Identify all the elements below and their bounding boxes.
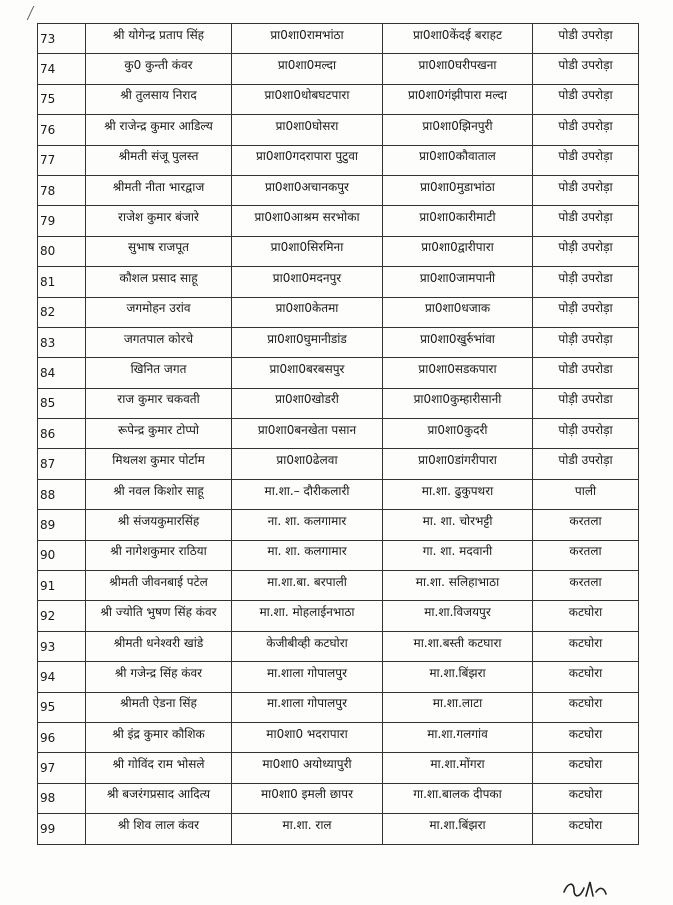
new-school-cell-text: गा. शा. मदवानी [422,544,493,559]
current-school-cell [232,601,383,631]
teacher-name-cell-text: सुभाष राजपूत [128,240,189,255]
serial-number-cell: 74 [38,54,86,84]
new-school-cell [383,510,533,540]
block-cell-text: करतला [569,544,602,559]
table-row [38,479,639,509]
current-school-cell [232,54,383,84]
current-school-cell [232,206,383,236]
serial-number-cell: 94 [38,662,86,692]
current-school-cell-text: प्रा0शा0घोसरा [275,118,339,133]
current-school-cell-text: प्रा0शा0रामभांठा [270,27,344,42]
block-cell-text: कटघोरा [568,787,603,802]
serial-number-cell: 89 [38,510,86,540]
new-school-cell [383,358,533,388]
current-school-cell [232,145,383,175]
serial-number-cell: 80 [38,236,86,266]
current-school-cell [232,753,383,783]
block-cell [533,510,639,540]
block-cell [533,783,639,813]
block-cell [533,388,639,418]
current-school-cell [232,692,383,722]
table-row [38,297,639,327]
serial-number-cell: 82 [38,297,86,327]
table-row [38,175,639,205]
current-school-cell [232,267,383,297]
current-school-cell-text: प्रा0शा0मल्दा [277,58,337,73]
block-cell-text: पोड़ी उपरोड़ा [558,422,613,437]
block-cell-text: पोडी उपरोडा [558,361,613,376]
serial-number-cell: 77 [38,145,86,175]
serial-number-cell: 73 [38,24,86,54]
teacher-name-cell-text: श्री बजरंगप्रसाद आदित्य [106,787,211,802]
teacher-name-cell [86,54,232,84]
current-school-cell-text: मा.शा.बा. बरपाली [267,574,347,589]
new-school-cell [383,24,533,54]
table-row [38,722,639,752]
teacher-name-cell [86,510,232,540]
current-school-cell-text: केजीबीव्ही कटघोरा [266,635,348,650]
block-cell-text: पोडी उपरोड़ा [558,149,613,164]
teacher-name-cell [86,601,232,631]
teacher-name-cell-text: जगतपाल कोरचे [123,331,194,346]
block-cell-text: पोडी उपरोड़ा [558,27,613,42]
table-row [38,540,639,570]
table-row [38,753,639,783]
table-row [38,206,639,236]
teacher-name-cell [86,571,232,601]
current-school-cell [232,24,383,54]
new-school-cell [383,84,533,114]
current-school-cell [232,662,383,692]
new-school-cell-text: प्रा0शा0कुदरी [427,422,488,437]
table-row [38,814,639,844]
new-school-cell [383,722,533,752]
current-school-cell-text: मा0शा0 भदरापारा [266,726,348,741]
teacher-name-cell [86,722,232,752]
teacher-name-cell-text: श्रीमती नीता भारद्वाज [112,179,205,194]
teacher-name-cell-text: जगमोहन उरांव [126,301,191,316]
block-cell [533,722,639,752]
block-cell [533,601,639,631]
serial-number-cell: 75 [38,84,86,114]
block-cell [533,814,639,844]
table-row [38,510,639,540]
block-cell-text: पोडी उपरोड़ा [558,118,613,133]
block-cell [533,540,639,570]
block-cell-text: पोड़ी उपरोड़ा [558,331,613,346]
block-cell [533,236,639,266]
block-cell-text: पोडी उपरोड़ा [558,179,613,194]
serial-number-cell: 85 [38,388,86,418]
teacher-name-cell-text: श्री ज्योति भुषण सिंह कंवर [100,605,217,620]
new-school-cell-text: प्रा0शा0डांगरीपारा [418,453,497,468]
current-school-cell-text: प्रा0शा0मदनपुर [272,270,342,285]
block-cell-text: पाली [574,483,597,498]
new-school-cell [383,753,533,783]
new-school-cell [383,236,533,266]
current-school-cell-text: प्रा0शा0धोबघटपारा [264,88,350,103]
block-cell [533,54,639,84]
table-row [38,783,639,813]
teacher-name-cell-text: श्रीमती संजू पुलस्त [118,149,199,164]
block-cell [533,692,639,722]
serial-number-cell: 93 [38,631,86,661]
new-school-cell-text: प्रा0शा0खुर्रुभांवा [420,331,495,346]
serial-number-cell: 92 [38,601,86,631]
serial-number-cell: 83 [38,327,86,357]
teacher-name-cell [86,540,232,570]
new-school-cell-text: मा.शा.विजयपुर [424,605,491,620]
serial-number-cell: 78 [38,175,86,205]
teacher-name-cell-text: राजेश कुमार बंजारे [118,210,199,225]
teacher-name-cell [86,297,232,327]
serial-number-cell: 84 [38,358,86,388]
block-cell [533,449,639,479]
table-row [38,24,639,54]
block-cell-text: कटघोरा [568,757,603,772]
table-row [38,358,639,388]
new-school-cell-text: प्रा0शा0केंदई बराहट [412,27,503,42]
teacher-name-cell [86,267,232,297]
teacher-name-cell [86,753,232,783]
current-school-cell [232,540,383,570]
new-school-cell [383,601,533,631]
block-cell [533,662,639,692]
teacher-name-cell [86,145,232,175]
current-school-cell-text: मा.शा. राल [282,817,332,832]
table-row [38,115,639,145]
block-cell [533,419,639,449]
table-row [38,327,639,357]
current-school-cell [232,84,383,114]
teacher-name-cell-text: श्री योगेन्द्र प्रताप सिंह [112,27,205,42]
block-cell-text: कटघोरा [568,605,603,620]
block-cell-text: कटघोरा [568,665,603,680]
teacher-name-cell [86,84,232,114]
current-school-cell-text: प्रा0शा0आश्रम सरभोका [254,210,360,225]
table-row [38,692,639,722]
current-school-cell-text: मा. शा. कलगामार [267,544,347,559]
teacher-name-cell [86,115,232,145]
current-school-cell-text: ना. शा. कलगामार [267,513,347,528]
new-school-cell-text: गा.शा.बालक दीपका [413,787,502,802]
current-school-cell [232,479,383,509]
teacher-name-cell-text: राज कुमार चकवती [117,392,200,407]
current-school-cell-text: प्रा0शा0खोडरी [275,392,339,407]
teacher-name-cell [86,479,232,509]
table-row [38,601,639,631]
teacher-name-cell [86,206,232,236]
current-school-cell-text: प्रा0शा0अचानकपुर [265,179,349,194]
new-school-cell-text: मा.शा.गलगांव [427,726,488,741]
current-school-cell-text: मा.शाला गोपालपुर [266,665,348,680]
block-cell-text: पोडी उपरोड़ा [558,58,613,73]
current-school-cell-text: मा0शा0 इमली छापर [260,787,353,802]
block-cell [533,297,639,327]
teacher-name-cell-text: श्री संजयकुमारसिंह [117,513,200,528]
table-row [38,388,639,418]
current-school-cell [232,175,383,205]
teacher-name-cell-text: श्री राजेन्द्र कुमार आडिल्य [104,118,213,133]
block-cell-text: पोड़ी उपरोड़ा [558,301,613,316]
new-school-cell-text: मा.शा. ढुकुपथरा [421,483,494,498]
table-row [38,419,639,449]
new-school-cell [383,54,533,84]
serial-number-cell: 88 [38,479,86,509]
new-school-cell [383,388,533,418]
teacher-name-cell-text: रूपेन्द्र कुमार टोप्पो [117,422,200,437]
block-cell-text: कटघोरा [568,726,603,741]
current-school-cell-text: प्रा0शा0घुमानीडांड [267,331,347,346]
current-school-cell-text: मा.शाला गोपालपुर [266,696,348,711]
teacher-name-cell [86,175,232,205]
transfer-list-table [37,23,639,845]
new-school-cell [383,540,533,570]
block-cell-text: कटघोरा [568,817,603,832]
block-cell [533,267,639,297]
block-cell [533,115,639,145]
table-row [38,236,639,266]
new-school-cell [383,145,533,175]
new-school-cell [383,814,533,844]
current-school-cell [232,388,383,418]
block-cell [533,24,639,54]
current-school-cell [232,115,383,145]
block-cell [533,631,639,661]
serial-number-cell: 96 [38,722,86,752]
serial-number-cell: 79 [38,206,86,236]
new-school-cell-text: प्रा0शा0कारीमाटी [419,210,496,225]
new-school-cell-text: प्रा0शा0कौवाताल [419,149,496,164]
serial-number-cell: 86 [38,419,86,449]
page-corner-mark [27,6,49,20]
block-cell-text: करतला [569,513,602,528]
block-cell-text: पोडी उपरोड़ा [558,453,613,468]
new-school-cell [383,783,533,813]
current-school-cell-text: मा.शा. मोहलाईनभाठा [259,605,355,620]
serial-number-cell: 99 [38,814,86,844]
teacher-name-cell-text: श्री शिव लाल कंवर [117,817,200,832]
serial-number-cell: 95 [38,692,86,722]
block-cell [533,145,639,175]
block-cell [533,327,639,357]
current-school-cell [232,419,383,449]
table-body [38,24,639,845]
current-school-cell-text: प्रा0शा0बरबसपुर [269,361,345,376]
new-school-cell-text: मा.शा. सलिहाभाठा [415,574,500,589]
block-cell-text: पोडी उपरोड़ा [558,88,613,103]
new-school-cell-text: मा.शा.बिंझरा [429,665,486,680]
table-row [38,449,639,479]
current-school-cell [232,327,383,357]
new-school-cell [383,571,533,601]
block-cell-text: पोड़ी उपरोड़ा [558,240,613,255]
new-school-cell [383,692,533,722]
current-school-cell [232,631,383,661]
block-cell [533,358,639,388]
teacher-name-cell [86,24,232,54]
new-school-cell-text: प्रा0शा0जामपानी [419,270,496,285]
new-school-cell-text: प्रा0शा0गंझीपारा मल्दा [408,88,507,103]
current-school-cell [232,236,383,266]
teacher-name-cell [86,327,232,357]
new-school-cell-text: प्रा0शा0धजाक [424,301,491,316]
teacher-name-cell-text: श्रीमती ऐडना सिंह [120,696,197,711]
current-school-cell [232,814,383,844]
current-school-cell [232,571,383,601]
teacher-name-cell [86,631,232,661]
new-school-cell-text: मा. शा. चोरभट्टी [422,513,493,528]
block-cell [533,479,639,509]
table-row [38,54,639,84]
table-row [38,662,639,692]
block-cell [533,571,639,601]
new-school-cell [383,175,533,205]
new-school-cell-text: मा.शा.बिंझरा [429,817,486,832]
block-cell-text: कटघोरा [568,696,603,711]
block-cell-text: पोड़ी उपरोडा [558,270,613,285]
block-cell-text: करतला [569,574,602,589]
new-school-cell [383,449,533,479]
current-school-cell [232,722,383,752]
block-cell-text: पोडी उपरोड़ा [558,210,613,225]
new-school-cell-text: प्रा0शा0कुम्हारीसानी [413,392,502,407]
serial-number-cell: 87 [38,449,86,479]
table-row [38,267,639,297]
table-row [38,84,639,114]
current-school-cell-text: मा.शा.– दौरीकलारी [264,483,350,498]
new-school-cell [383,297,533,327]
block-cell [533,206,639,236]
teacher-name-cell-text: मिथलश कुमार पोर्टाम [112,453,205,468]
new-school-cell [383,115,533,145]
block-cell [533,753,639,783]
new-school-cell [383,206,533,236]
table-row [38,145,639,175]
new-school-cell-text: मा.शा.लाटा [432,696,483,711]
serial-number-cell: 76 [38,115,86,145]
teacher-name-cell [86,236,232,266]
teacher-name-cell [86,388,232,418]
new-school-cell [383,267,533,297]
block-cell-text: कटघोरा [568,635,603,650]
current-school-cell [232,783,383,813]
teacher-name-cell [86,449,232,479]
current-school-cell-text: प्रा0शा0सिरमिना [270,240,344,255]
current-school-cell [232,297,383,327]
current-school-cell [232,449,383,479]
teacher-name-cell-text: श्रीमती धनेश्वरी खांडे [113,635,204,650]
new-school-cell-text: प्रा0शा0द्वारीपारा [421,240,494,255]
new-school-cell [383,479,533,509]
teacher-name-cell [86,419,232,449]
teacher-name-cell-text: श्री गोविंद राम भोसले [112,757,205,772]
table-row [38,631,639,661]
new-school-cell [383,419,533,449]
teacher-name-cell-text: श्री तुलसाय निराद [120,88,197,103]
teacher-name-cell [86,662,232,692]
teacher-name-cell [86,814,232,844]
serial-number-cell: 97 [38,753,86,783]
table-row [38,571,639,601]
new-school-cell-text: प्रा0शा0सडकपारा [418,361,497,376]
teacher-name-cell-text: श्री गजेन्द्र सिंह कंवर [114,665,203,680]
teacher-name-cell-text: कौशल प्रसाद साहू [119,270,198,285]
serial-number-cell: 98 [38,783,86,813]
new-school-cell [383,662,533,692]
teacher-name-cell-text: श्री नागेशकुमार राठिया [110,544,207,559]
teacher-name-cell-text: श्री इंद्र कुमार कौशिक [112,726,205,741]
signature-mark [560,878,610,900]
teacher-name-cell [86,692,232,722]
new-school-cell [383,327,533,357]
new-school-cell-text: मा.शा.बस्ती कटघारा [413,635,502,650]
new-school-cell-text: प्रा0शा0मुडाभांठा [420,179,495,194]
current-school-cell-text: मा0शा0 अयोध्यापुरी [262,757,352,772]
current-school-cell-text: प्रा0शा0गदरापारा पुटुवा [255,149,359,164]
current-school-cell-text: प्रा0शा0ढेलवा [276,453,338,468]
current-school-cell [232,358,383,388]
block-cell [533,175,639,205]
current-school-cell-text: प्रा0शा0केतमा [275,301,339,316]
serial-number-cell: 90 [38,540,86,570]
new-school-cell-text: प्रा0शा0झिनपुरी [422,118,493,133]
teacher-name-cell [86,358,232,388]
teacher-name-cell-text: श्रीमती जीवनबाई पटेल [109,574,208,589]
block-cell [533,84,639,114]
new-school-cell-text: मा.शा.मोंगरा [430,757,485,772]
new-school-cell [383,631,533,661]
serial-number-cell: 91 [38,571,86,601]
serial-number-cell: 81 [38,267,86,297]
block-cell-text: पोड़ी उपरोडा [558,392,613,407]
teacher-name-cell-text: खिनित जगत [130,361,187,376]
current-school-cell-text: प्रा0शा0बनखेता पसान [257,422,357,437]
new-school-cell-text: प्रा0शा0घरीपखना [418,58,497,73]
teacher-name-cell-text: श्री नवल किशोर साहू [113,483,204,498]
teacher-name-cell-text: कु0 कुन्ती कंवर [124,58,193,73]
teacher-name-cell [86,783,232,813]
current-school-cell [232,510,383,540]
